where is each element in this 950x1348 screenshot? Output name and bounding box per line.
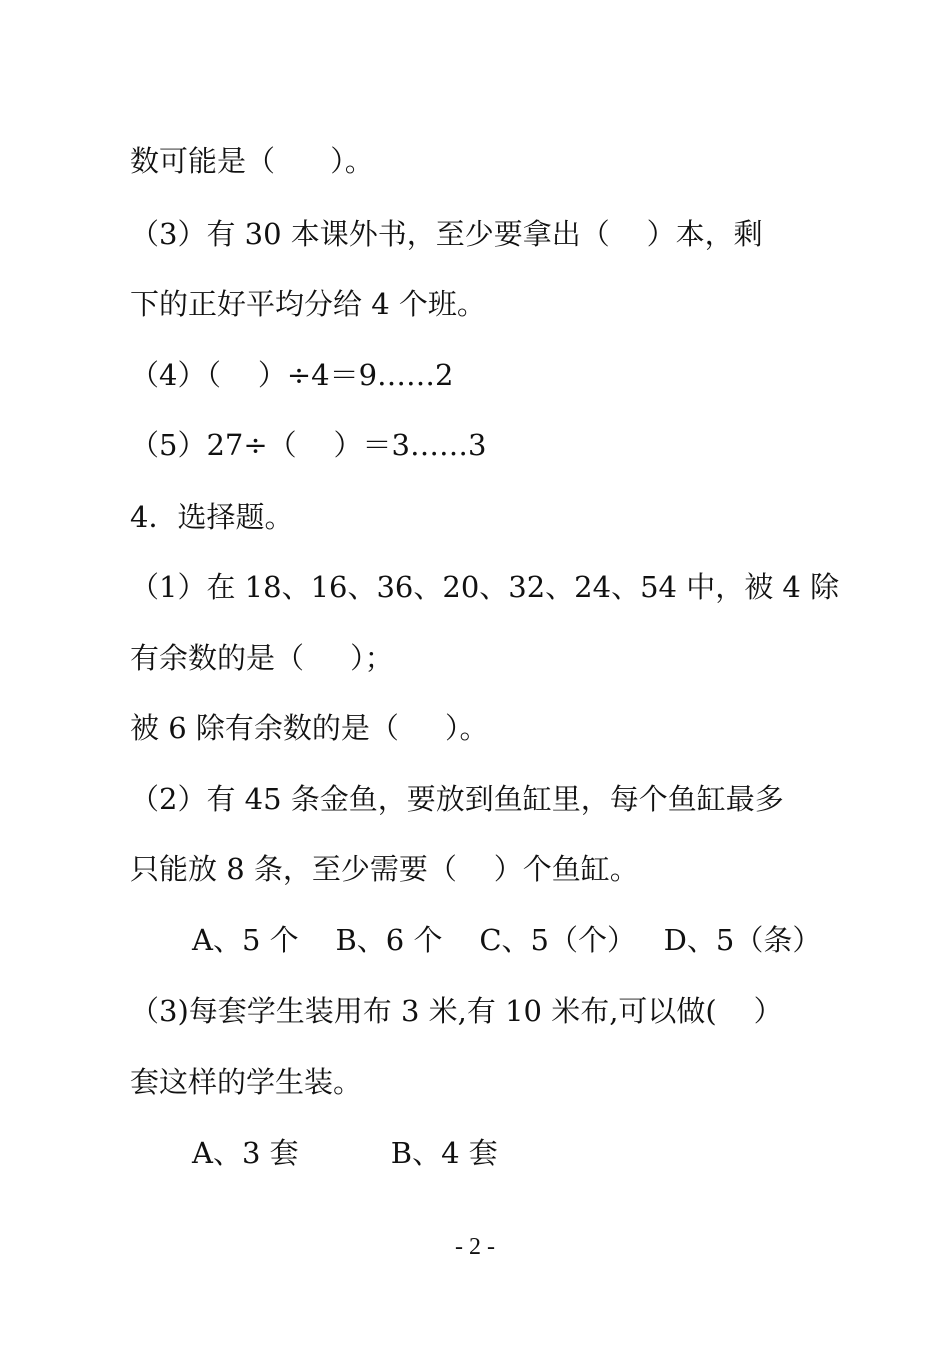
question-4-1-line-1: （1）在 18、16、36、20、32、24、54 中，被 4 除 [130, 570, 840, 604]
question-4-3-line-2: 套这样的学生装。 [130, 1065, 363, 1099]
text-line-1: 数可能是（ ）。 [130, 144, 374, 178]
question-3-3-line-2: 下的正好平均分给 4 个班。 [130, 287, 486, 321]
page-number: - 2 - [455, 1234, 495, 1260]
question-3-3-line-1: （3）有 30 本课外书，至少要拿出（ ）本，剩 [130, 217, 763, 251]
question-3-5: （5）27÷（ ）＝3……3 [130, 428, 487, 462]
question-4-2-options: A、5 个 B、6 个 C、5（个） D、5（条） [192, 923, 822, 957]
question-4-2-line-1: （2）有 45 条金鱼，要放到鱼缸里，每个鱼缸最多 [130, 782, 784, 816]
question-4-1-line-2: 有余数的是（ ）； [130, 641, 394, 675]
question-3-4: （4）（ ）÷4＝9……2 [130, 358, 454, 392]
question-4-1-line-3: 被 6 除有余数的是（ ）。 [130, 711, 489, 745]
question-4-3-options: A、3 套 B、4 套 [192, 1136, 498, 1170]
question-4-3-line-1: （3)每套学生装用布 3 米,有 10 米布,可以做( ） [130, 994, 783, 1028]
section-4-heading: 4．选择题。 [130, 500, 294, 534]
question-4-2-line-2: 只能放 8 条，至少需要（ ）个鱼缸。 [130, 852, 639, 886]
